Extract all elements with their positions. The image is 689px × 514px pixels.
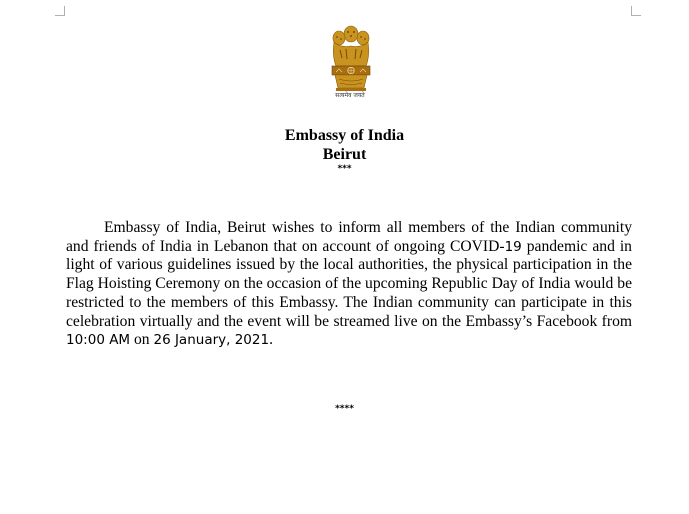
emblem-motto: सत्यमेव जयते [335,92,365,99]
footer-separator: **** [335,404,354,414]
crop-mark-top-right [631,6,641,16]
announcement-paragraph [66,219,632,350]
heading-separator: *** [337,164,352,174]
crop-mark-top-left [55,6,65,16]
heading-city: Beirut [322,146,367,163]
body-part-3: on [130,331,154,349]
body-part-2: pandemic and in light of various guidelines issued by the local authorities, the physical participation in the Flag Hoisting Ceremony on the occasion of the upcoming Republic Day of India would be restricted to the members of this Embassy. The Indian community can participate in this celebration virtually and the event will be streamed live on the Embassy’s Facebook from [66,237,632,330]
body-part-1: Embassy of India, Beirut wishes to inform all members of the Indian community and friends of India in Lebanon that on account of ongoing COVID- [66,219,632,255]
event-time: 10:00 AM [66,332,131,349]
body-end: . [269,331,273,349]
covid-number: 19 [504,238,522,255]
event-date: 26 January, 2021 [153,332,270,349]
heading-embassy-name: Embassy of India [284,127,405,144]
national-emblem-icon [326,22,376,94]
